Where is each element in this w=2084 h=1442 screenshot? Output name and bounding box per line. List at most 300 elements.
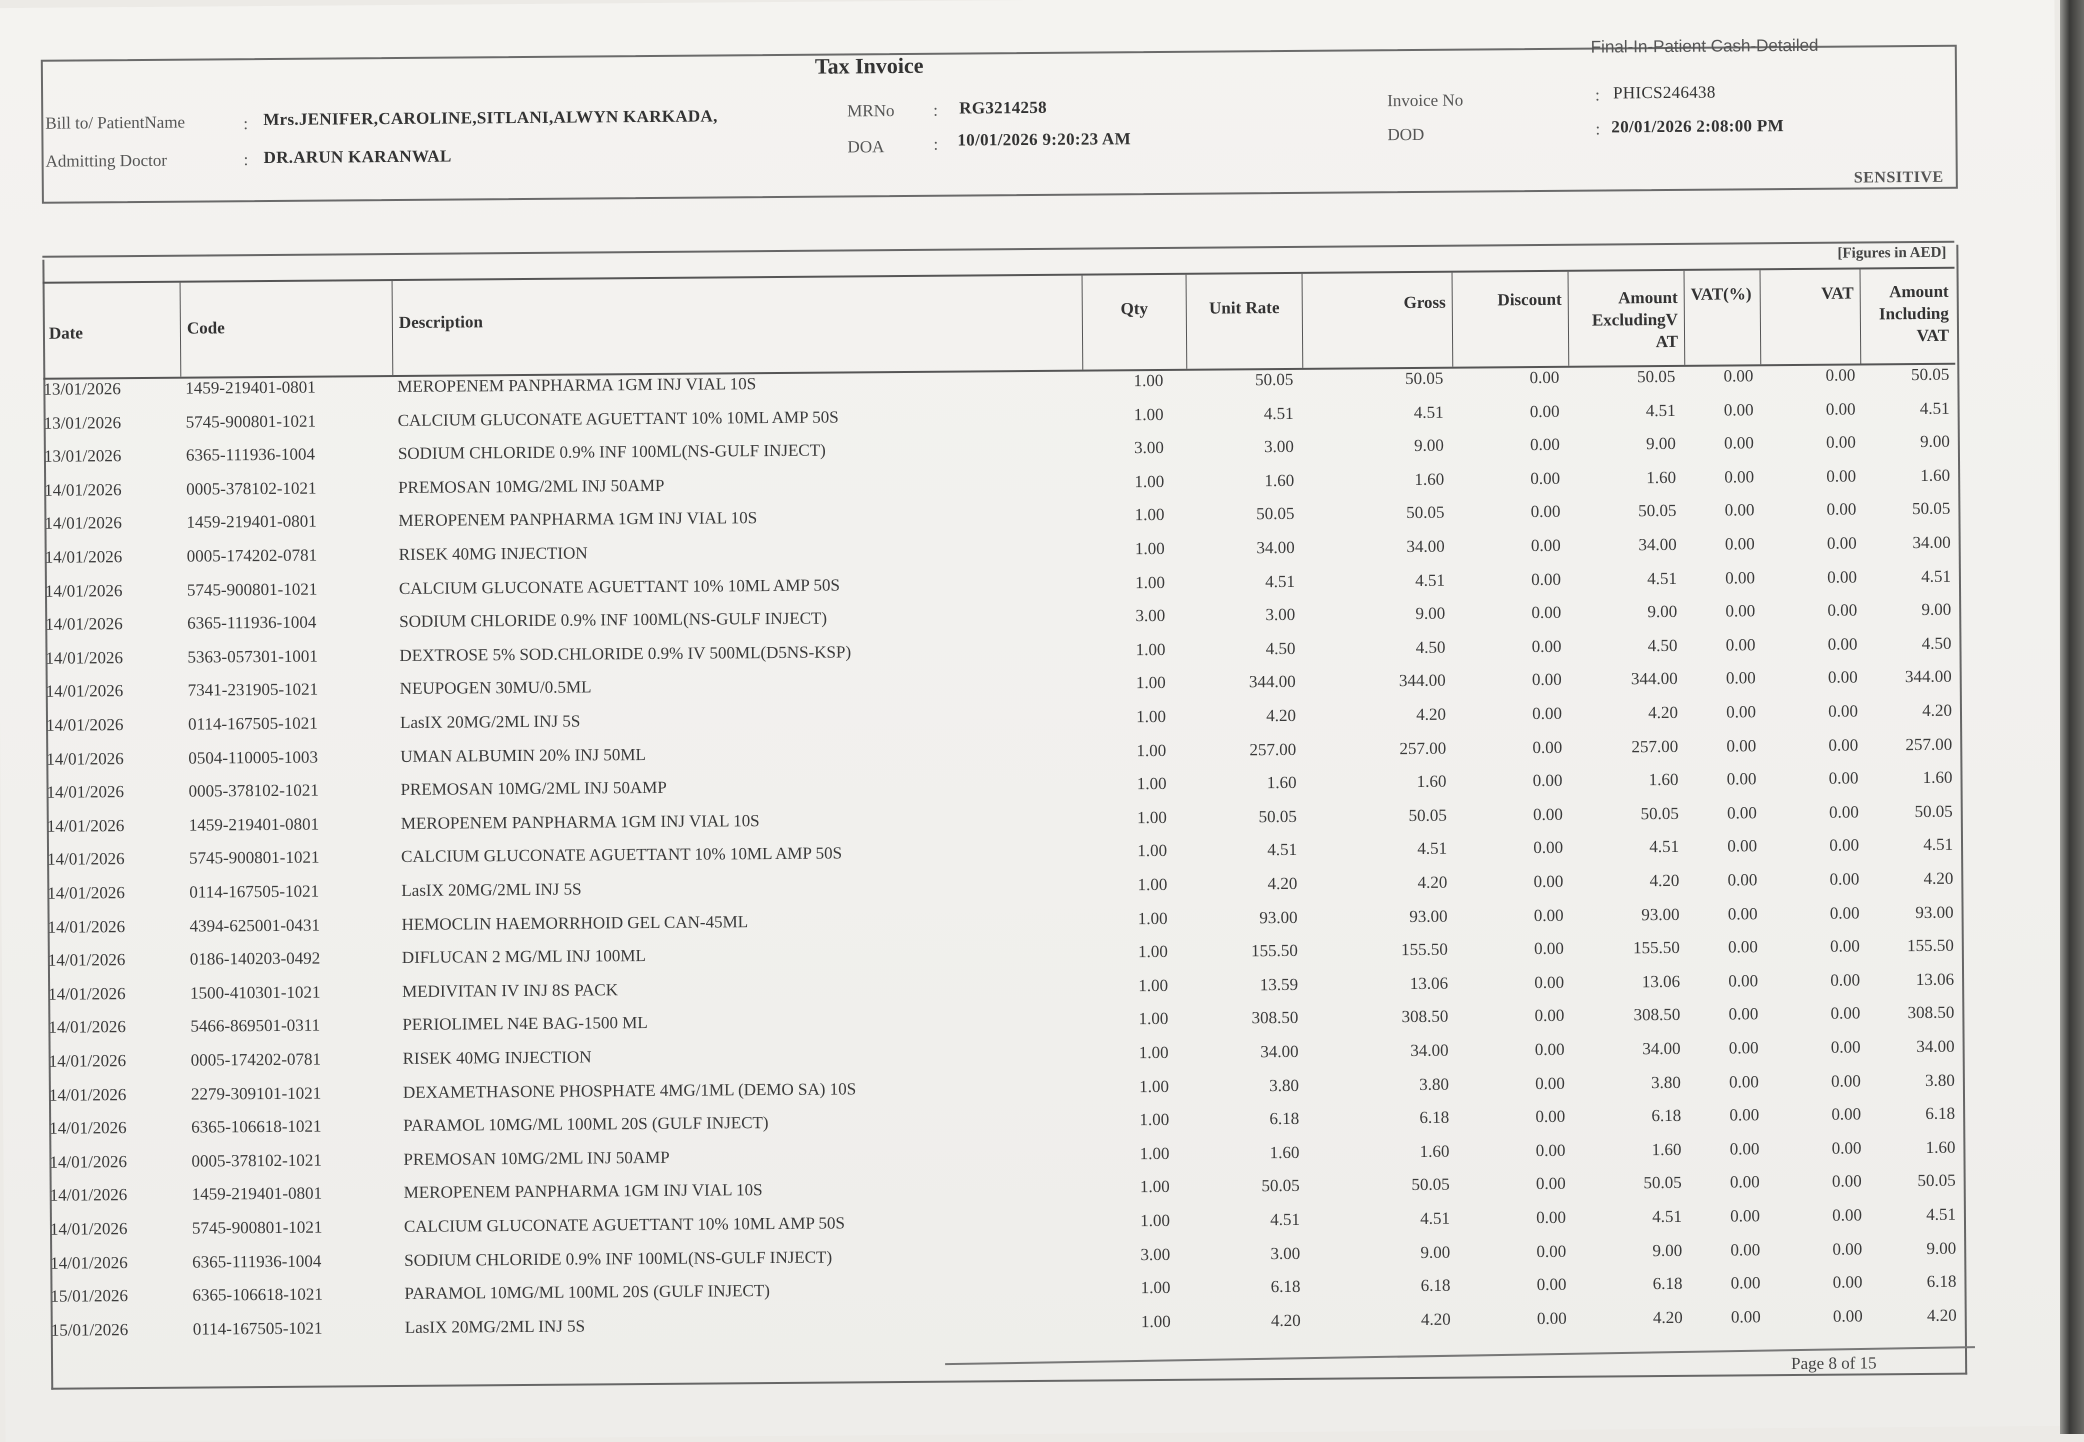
row-gross: 4.51 (1420, 1208, 1451, 1228)
col-description: Description (393, 276, 1084, 375)
row-gross: 4.51 (1413, 402, 1444, 422)
col-unit-rate: Unit Rate (1187, 274, 1304, 369)
row-unit-rate: 1.60 (1264, 470, 1295, 490)
row-qty: 1.00 (1133, 370, 1164, 391)
row-vat-percent: 0.00 (1729, 1172, 1760, 1192)
row-description: SODIUM CHLORIDE 0.9% INF 100ML(NS-GULF INJECT) (404, 1247, 833, 1270)
row-unit-rate: 4.51 (1267, 840, 1298, 860)
row-unit-rate: 1.60 (1269, 1142, 1300, 1162)
row-qty: 1.00 (1138, 1009, 1169, 1029)
row-vat: 0.00 (1827, 567, 1857, 587)
row-vat: 0.00 (1825, 365, 1856, 385)
row-description: PREMOSAN 10MG/2ML INJ 50AMP (398, 475, 665, 497)
row-amount-incl-vat: 4.20 (1922, 700, 1953, 720)
row-amount-excl-vat: 4.51 (1649, 837, 1680, 857)
row-discount: 0.00 (1530, 502, 1561, 522)
row-qty: 1.00 (1134, 471, 1165, 491)
row-amount-incl-vat: 6.18 (1926, 1271, 1957, 1292)
row-amount-excl-vat: 50.05 (1638, 501, 1677, 521)
row-qty: 3.00 (1134, 438, 1164, 458)
row-amount-excl-vat: 4.20 (1652, 1307, 1683, 1327)
row-vat: 0.00 (1831, 1071, 1861, 1091)
row-vat: 0.00 (1826, 499, 1857, 520)
row-discount: 0.00 (1531, 569, 1562, 589)
row-discount: 0.00 (1530, 435, 1560, 455)
row-amount-incl-vat: 34.00 (1912, 532, 1951, 553)
row-amount-excl-vat: 50.05 (1643, 1173, 1682, 1193)
doa-value: 10/01/2026 9:20:23 AM (957, 129, 1131, 150)
row-discount: 0.00 (1536, 1241, 1567, 1261)
row-vat-percent: 0.00 (1724, 433, 1754, 453)
row-amount-excl-vat: 50.05 (1637, 366, 1676, 387)
row-discount: 0.00 (1535, 1174, 1566, 1194)
row-qty: 1.00 (1134, 505, 1165, 525)
row-unit-rate: 34.00 (1256, 537, 1295, 558)
row-amount-incl-vat: 9.00 (1926, 1238, 1957, 1258)
col-date: Date (43, 283, 182, 378)
row-gross: 9.00 (1414, 435, 1444, 456)
row-qty: 3.00 (1140, 1244, 1171, 1264)
row-description: DIFLUCAN 2 MG/ML INJ 100ML (401, 946, 646, 968)
patient-name-label: Bill to/ PatientName (45, 112, 186, 133)
page-number: Page 8 of 15 (1791, 1353, 1877, 1374)
row-gross: 50.05 (1408, 805, 1447, 825)
row-description: LasIX 20MG/2ML INJ 5S (399, 711, 581, 732)
row-vat: 0.00 (1830, 970, 1861, 990)
row-discount: 0.00 (1533, 871, 1564, 892)
col-qty: Qty (1083, 275, 1188, 370)
row-amount-incl-vat: 4.20 (1926, 1305, 1957, 1325)
row-vat-percent: 0.00 (1729, 1105, 1760, 1125)
row-vat-percent: 0.00 (1730, 1239, 1761, 1260)
row-vat-percent: 0.00 (1729, 1071, 1759, 1092)
row-unit-rate: 3.00 (1270, 1243, 1301, 1263)
row-vat-percent: 0.00 (1730, 1273, 1761, 1293)
row-qty: 1.00 (1138, 942, 1168, 962)
row-gross: 50.05 (1406, 503, 1445, 523)
row-discount: 0.00 (1536, 1308, 1567, 1328)
row-gross: 1.60 (1414, 469, 1445, 489)
row-vat: 0.00 (1826, 466, 1857, 486)
row-qty: 1.00 (1136, 706, 1167, 727)
row-vat-percent: 0.00 (1725, 635, 1756, 655)
row-gross: 6.18 (1420, 1275, 1451, 1296)
row-vat: 0.00 (1831, 1104, 1862, 1124)
row-amount-incl-vat: 4.51 (1923, 835, 1954, 855)
row-qty: 1.00 (1137, 874, 1168, 895)
row-gross: 4.20 (1416, 704, 1447, 724)
row-code: 5745-900801-1021 (189, 847, 320, 868)
row-amount-incl-vat: 4.51 (1919, 398, 1950, 418)
row-qty: 1.00 (1139, 1143, 1170, 1163)
scan-edge (2060, 0, 2084, 1434)
row-code: 6365-111936-1004 (192, 1251, 322, 1272)
row-vat: 0.00 (1830, 936, 1860, 956)
row-date: 14/01/2026 (45, 647, 124, 668)
row-date: 14/01/2026 (45, 715, 124, 735)
row-vat: 0.00 (1829, 869, 1860, 889)
row-amount-incl-vat: 1.60 (1925, 1137, 1956, 1157)
row-amount-incl-vat: 4.51 (1926, 1204, 1957, 1224)
row-code: 0504-110005-1003 (188, 747, 319, 768)
row-amount-incl-vat: 257.00 (1905, 734, 1953, 754)
patient-name-value: Mrs.JENIFER,CAROLINE,SITLANI,ALWYN KARKADA, (263, 106, 718, 130)
mrno-label: MRNo (847, 101, 895, 121)
row-amount-excl-vat: 9.00 (1647, 602, 1678, 622)
row-vat: 0.00 (1827, 600, 1858, 620)
row-qty: 1.00 (1133, 404, 1164, 424)
row-gross: 1.60 (1419, 1141, 1450, 1161)
row-gross: 4.51 (1415, 570, 1446, 590)
row-vat-percent: 0.00 (1723, 399, 1754, 420)
row-vat: 0.00 (1827, 634, 1858, 654)
row-amount-excl-vat: 34.00 (1638, 534, 1677, 555)
row-discount: 0.00 (1534, 1006, 1565, 1026)
row-date: 14/01/2026 (48, 1051, 127, 1071)
row-vat-percent: 0.00 (1727, 870, 1758, 890)
row-code: 1459-219401-0801 (186, 511, 317, 533)
row-amount-excl-vat: 4.50 (1647, 635, 1678, 655)
row-vat-percent: 0.00 (1728, 1038, 1759, 1058)
row-date: 14/01/2026 (49, 1151, 127, 1172)
row-gross: 257.00 (1399, 738, 1447, 758)
row-code: 2279-309101-1021 (190, 1083, 322, 1104)
row-date: 14/01/2026 (49, 1219, 128, 1239)
row-code: 0114-167505-1021 (192, 1318, 323, 1339)
row-vat-percent: 0.00 (1723, 366, 1754, 386)
row-qty: 1.00 (1136, 774, 1167, 794)
row-description: SODIUM CHLORIDE 0.9% INF 100ML(NS-GULF INJECT) (397, 440, 826, 464)
document-title: Tax Invoice (814, 52, 924, 79)
row-amount-incl-vat: 50.05 (1917, 1171, 1956, 1191)
row-unit-rate: 4.51 (1265, 571, 1296, 591)
row-vat-percent: 0.00 (1730, 1206, 1761, 1226)
row-discount: 0.00 (1535, 1140, 1566, 1160)
row-amount-excl-vat: 1.60 (1648, 770, 1679, 790)
row-vat-percent: 0.00 (1727, 836, 1758, 856)
row-date: 14/01/2026 (46, 782, 125, 802)
row-vat: 0.00 (1832, 1205, 1863, 1225)
row-discount: 0.00 (1531, 603, 1562, 623)
row-vat: 0.00 (1828, 701, 1859, 721)
invoice-colon: : (1595, 85, 1600, 105)
row-code: 0114-167505-1021 (187, 713, 318, 734)
row-discount: 0.00 (1533, 838, 1564, 858)
row-discount: 0.00 (1535, 1106, 1566, 1127)
row-vat-percent: 0.00 (1729, 1139, 1760, 1159)
row-amount-incl-vat: 13.06 (1915, 969, 1955, 989)
row-code: 1459-219401-0801 (185, 377, 316, 398)
dod-value: 20/01/2026 2:08:00 PM (1611, 116, 1784, 137)
row-amount-excl-vat: 9.00 (1652, 1240, 1683, 1260)
row-vat-percent: 0.00 (1728, 937, 1758, 957)
row-description: PARAMOL 10MG/ML 100ML 20S (GULF INJECT) (404, 1281, 770, 1304)
row-vat: 0.00 (1832, 1239, 1863, 1259)
row-code: 1459-219401-0801 (188, 814, 320, 835)
row-unit-rate: 308.50 (1251, 1008, 1299, 1028)
row-date: 14/01/2026 (44, 479, 122, 500)
row-description: UMAN ALBUMIN 20% INJ 50ML (400, 744, 646, 766)
row-gross: 93.00 (1409, 906, 1448, 926)
row-date: 13/01/2026 (43, 379, 121, 399)
row-description: MEROPENEM PANPHARMA 1GM INJ VIAL 10S (403, 1180, 763, 1203)
row-code: 6365-111936-1004 (187, 612, 317, 633)
row-amount-excl-vat: 13.06 (1641, 971, 1681, 991)
row-code: 0005-174202-0781 (186, 545, 318, 566)
row-code: 1500-410301-1021 (190, 982, 321, 1003)
row-qty: 1.00 (1140, 1278, 1171, 1298)
row-description: MEROPENEM PANPHARMA 1GM INJ VIAL 10S (398, 508, 758, 531)
row-qty: 1.00 (1138, 975, 1169, 995)
row-amount-excl-vat: 9.00 (1646, 434, 1676, 454)
row-description: PREMOSAN 10MG/2ML INJ 50AMP (400, 778, 667, 800)
row-vat: 0.00 (1828, 802, 1859, 822)
row-description: PREMOSAN 10MG/2ML INJ 50AMP (403, 1147, 670, 1169)
row-gross: 4.20 (1417, 872, 1448, 892)
row-description: RISEK 40MG INJECTION (398, 543, 588, 564)
row-date: 14/01/2026 (46, 815, 125, 836)
row-description: CALCIUM GLUCONATE AGUETTANT 10% 10ML AMP 50S (401, 843, 843, 867)
row-amount-incl-vat: 3.80 (1925, 1070, 1955, 1090)
row-unit-rate: 4.20 (1267, 873, 1298, 894)
row-vat: 0.00 (1825, 399, 1856, 419)
doctor-colon: : (243, 150, 249, 170)
row-date: 14/01/2026 (47, 916, 126, 937)
row-code: 5745-900801-1021 (191, 1217, 323, 1238)
row-discount: 0.00 (1534, 1039, 1565, 1060)
row-description: PARAMOL 10MG/ML 100ML 20S (GULF INJECT) (403, 1113, 769, 1136)
row-date: 14/01/2026 (47, 950, 126, 970)
row-amount-incl-vat: 4.50 (1921, 633, 1952, 653)
row-vat-percent: 0.00 (1725, 567, 1756, 588)
row-amount-incl-vat: 1.60 (1922, 767, 1953, 788)
row-unit-rate: 3.00 (1264, 437, 1294, 457)
row-amount-incl-vat: 9.00 (1920, 431, 1950, 452)
row-date: 15/01/2026 (50, 1319, 129, 1340)
row-description: LasIX 20MG/2ML INJ 5S (401, 879, 582, 900)
row-amount-excl-vat: 6.18 (1651, 1106, 1682, 1126)
row-amount-excl-vat: 257.00 (1631, 736, 1679, 756)
row-unit-rate: 93.00 (1259, 907, 1298, 927)
row-amount-incl-vat: 34.00 (1916, 1036, 1955, 1057)
row-qty: 1.00 (1139, 1177, 1170, 1197)
row-code: 5466-869501-0311 (190, 1015, 321, 1036)
row-date: 14/01/2026 (49, 1118, 127, 1138)
mrno-colon: : (933, 100, 939, 120)
row-unit-rate: 50.05 (1255, 369, 1294, 390)
row-date: 13/01/2026 (43, 446, 122, 466)
row-date: 14/01/2026 (46, 748, 124, 769)
row-qty: 1.00 (1135, 673, 1166, 693)
col-gross: Gross (1303, 273, 1454, 368)
row-amount-incl-vat: 4.20 (1923, 868, 1954, 888)
row-code: 4394-625001-0431 (189, 915, 321, 936)
row-gross: 344.00 (1398, 671, 1446, 691)
row-vat-percent: 0.00 (1725, 601, 1756, 621)
patient-colon: : (243, 114, 249, 134)
row-vat-percent: 0.00 (1726, 803, 1757, 823)
row-amount-excl-vat: 1.60 (1651, 1139, 1682, 1159)
invoice-type: Final-In-Patient Cash-Detailed (1590, 35, 1819, 57)
invoice-no-label: Invoice No (1387, 90, 1464, 111)
row-vat-percent: 0.00 (1724, 500, 1755, 520)
row-unit-rate: 4.51 (1263, 403, 1294, 423)
row-code: 0186-140203-0492 (189, 948, 321, 969)
row-amount-incl-vat: 308.50 (1907, 1003, 1955, 1023)
row-qty: 1.00 (1140, 1311, 1171, 1331)
row-description: NEUPOGEN 30MU/0.5ML (399, 677, 592, 699)
row-date: 14/01/2026 (44, 547, 123, 567)
row-date: 15/01/2026 (50, 1286, 129, 1306)
row-vat: 0.00 (1832, 1306, 1863, 1326)
row-code: 0005-378102-1021 (188, 780, 319, 801)
row-vat-percent: 0.00 (1726, 735, 1757, 756)
row-description: PERIOLIMEL N4E BAG-1500 ML (402, 1013, 648, 1035)
row-unit-rate: 4.20 (1270, 1310, 1301, 1330)
row-discount: 0.00 (1532, 737, 1563, 757)
row-gross: 4.51 (1417, 839, 1448, 859)
row-unit-rate: 50.05 (1256, 504, 1295, 524)
row-amount-incl-vat: 1.60 (1920, 465, 1951, 485)
row-discount: 0.00 (1529, 401, 1560, 421)
row-gross: 6.18 (1419, 1107, 1450, 1128)
row-unit-rate: 50.05 (1258, 806, 1297, 827)
row-amount-incl-vat: 93.00 (1915, 902, 1954, 922)
row-description: MEDIVITAN IV INJ 8S PACK (402, 980, 619, 1001)
row-code: 7341-231905-1021 (187, 679, 319, 701)
row-qty: 1.00 (1139, 1076, 1169, 1096)
row-unit-rate: 1.60 (1266, 773, 1297, 793)
row-vat-percent: 0.00 (1728, 1004, 1759, 1024)
row-amount-incl-vat: 155.50 (1906, 935, 1954, 956)
row-amount-excl-vat: 4.51 (1652, 1206, 1683, 1227)
row-gross: 34.00 (1406, 536, 1445, 557)
row-amount-incl-vat: 9.00 (1921, 599, 1952, 620)
row-gross: 155.50 (1401, 939, 1448, 960)
row-unit-rate: 4.20 (1266, 705, 1297, 726)
table-header (43, 267, 1956, 380)
row-vat: 0.00 (1832, 1272, 1863, 1292)
row-description: RISEK 40MG INJECTION (402, 1047, 592, 1068)
row-code: 0114-167505-1021 (189, 881, 320, 902)
row-amount-excl-vat: 6.18 (1652, 1274, 1683, 1294)
row-date: 13/01/2026 (43, 412, 122, 433)
doa-colon: : (933, 134, 939, 154)
row-qty: 1.00 (1137, 841, 1168, 861)
invoice-no-value: PHICS246438 (1613, 82, 1716, 103)
row-code: 5363-057301-1001 (187, 646, 318, 667)
row-qty: 1.00 (1136, 807, 1167, 827)
row-code: 0005-378102-1021 (191, 1150, 322, 1171)
row-discount: 0.00 (1536, 1274, 1567, 1295)
col-vat-percent: VAT(%) (1685, 270, 1762, 365)
row-date: 14/01/2026 (47, 849, 125, 870)
row-discount: 0.00 (1529, 367, 1560, 388)
col-amount-incl-vat: Amount Including VAT (1878, 281, 1950, 346)
row-vat: 0.00 (1826, 432, 1856, 452)
row-unit-rate: 3.80 (1269, 1075, 1299, 1095)
row-description: HEMOCLIN HAEMORRHOID GEL CAN-45ML (401, 911, 749, 934)
row-discount: 0.00 (1531, 670, 1562, 690)
row-code: 5745-900801-1021 (186, 579, 318, 600)
row-vat-percent: 0.00 (1726, 769, 1757, 789)
row-vat: 0.00 (1827, 667, 1858, 688)
row-discount: 0.00 (1535, 1073, 1565, 1093)
row-vat-percent: 0.00 (1725, 668, 1756, 688)
row-unit-rate: 6.18 (1269, 1109, 1300, 1129)
mrno-value: RG3214258 (959, 97, 1047, 118)
row-unit-rate: 4.50 (1265, 638, 1296, 658)
currency-note: [Figures in AED] (1837, 244, 1947, 262)
doa-label: DOA (847, 137, 885, 157)
row-date: 14/01/2026 (48, 1084, 127, 1105)
row-unit-rate: 3.00 (1265, 605, 1296, 625)
row-vat: 0.00 (1826, 533, 1857, 553)
row-vat: 0.00 (1831, 1171, 1862, 1192)
row-amount-excl-vat: 308.50 (1633, 1005, 1681, 1025)
row-vat-percent: 0.00 (1724, 467, 1755, 487)
row-unit-rate: 13.59 (1259, 974, 1299, 994)
row-description: MEROPENEM PANPHARMA 1GM INJ VIAL 10S (397, 374, 757, 396)
row-amount-incl-vat: 50.05 (1912, 499, 1951, 519)
row-qty: 1.00 (1136, 740, 1167, 760)
row-date: 14/01/2026 (45, 614, 123, 634)
row-vat: 0.00 (1828, 768, 1859, 788)
row-gross: 50.05 (1411, 1175, 1450, 1195)
row-discount: 0.00 (1530, 468, 1561, 488)
row-description: MEROPENEM PANPHARMA 1GM INJ VIAL 10S (400, 810, 760, 833)
row-date: 14/01/2026 (47, 883, 125, 903)
col-discount: Discount (1453, 272, 1570, 367)
row-unit-rate: 257.00 (1249, 739, 1297, 759)
row-amount-excl-vat: 34.00 (1642, 1038, 1681, 1059)
row-qty: 1.00 (1134, 538, 1165, 559)
row-gross: 4.20 (1420, 1309, 1451, 1329)
dod-colon: : (1595, 119, 1601, 139)
row-gross: 1.60 (1416, 771, 1447, 792)
row-unit-rate: 4.51 (1270, 1209, 1301, 1230)
row-unit-rate: 344.00 (1248, 672, 1296, 692)
row-discount: 0.00 (1534, 972, 1565, 992)
row-vat-percent: 0.00 (1726, 702, 1757, 722)
row-qty: 1.00 (1139, 1110, 1170, 1130)
row-description: DEXTROSE 5% SOD.CHLORIDE 0.9% IV 500ML(D5NS-KSP) (399, 642, 852, 665)
row-amount-incl-vat: 50.05 (1911, 364, 1950, 385)
row-date: 14/01/2026 (45, 681, 124, 702)
row-discount: 0.00 (1532, 804, 1563, 824)
row-gross: 50.05 (1405, 368, 1444, 389)
row-qty: 1.00 (1135, 572, 1166, 592)
row-code: 0005-378102-1021 (186, 478, 317, 499)
row-discount: 0.00 (1534, 939, 1564, 959)
row-discount: 0.00 (1530, 535, 1561, 556)
row-qty: 1.00 (1135, 639, 1166, 659)
row-gross: 9.00 (1415, 603, 1446, 624)
row-discount: 0.00 (1536, 1207, 1567, 1228)
row-description: SODIUM CHLORIDE 0.9% INF 100ML(NS-GULF INJECT) (399, 608, 828, 632)
row-amount-excl-vat: 4.51 (1647, 568, 1678, 588)
row-gross: 3.80 (1419, 1074, 1449, 1094)
row-date: 14/01/2026 (48, 1017, 126, 1038)
admitting-doctor-value: DR.ARUN KARANWAL (263, 146, 452, 168)
row-vat: 0.00 (1829, 835, 1860, 856)
col-vat: VAT (1761, 269, 1862, 364)
row-qty: 1.00 (1138, 1042, 1169, 1063)
row-amount-incl-vat: 4.51 (1921, 566, 1951, 586)
row-code: 1459-219401-0801 (191, 1183, 323, 1204)
row-code: 5745-900801-1021 (185, 411, 317, 432)
row-unit-rate: 155.50 (1251, 941, 1298, 961)
